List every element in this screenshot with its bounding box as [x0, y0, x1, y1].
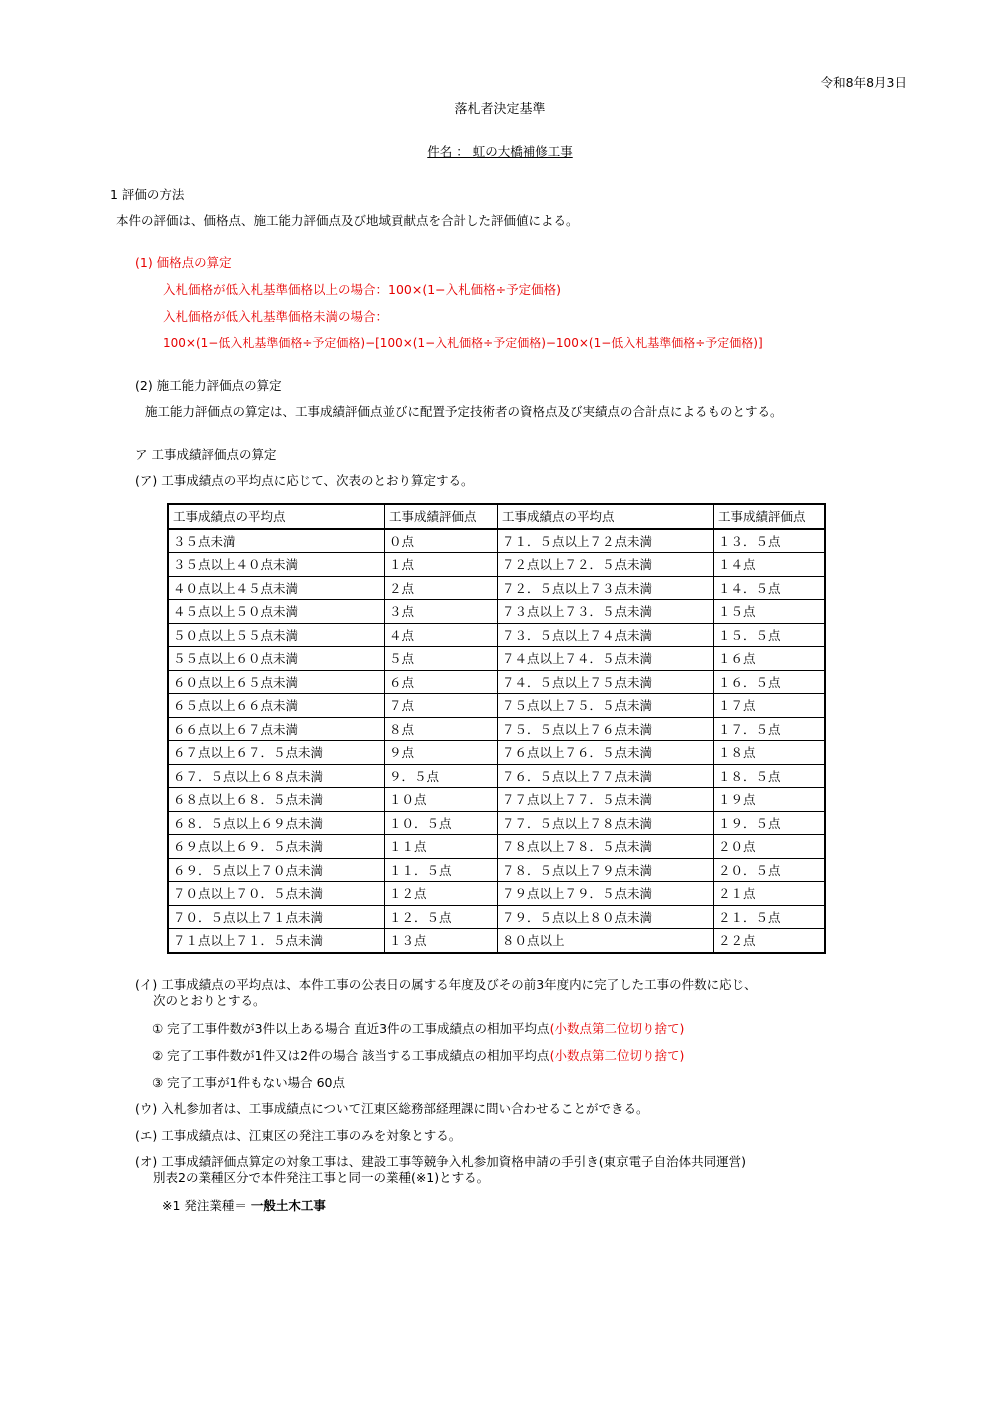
- table-cell: １３．５点: [714, 529, 826, 553]
- table-cell: ７３点以上７３．５点未満: [498, 600, 714, 624]
- section1-heading: 1 評価の方法: [110, 187, 185, 202]
- table-cell: １０．５点: [385, 811, 498, 835]
- table-cell: １０点: [385, 788, 498, 812]
- item-o-line1: (オ) 工事成績評価点算定の対象工事は、建設工事等競争入札参加資格申請の手引き(東京電子自治体共同運営): [135, 1154, 746, 1169]
- table-cell: １４点: [714, 553, 826, 577]
- item-i-line2: 次のとおりとする。: [153, 993, 266, 1008]
- table-cell: ７６点以上７６．５点未満: [498, 741, 714, 765]
- table-cell: ７８点以上７８．５点未満: [498, 835, 714, 859]
- table-row: [168, 623, 825, 647]
- table-cell: ０点: [385, 529, 498, 553]
- table-cell: ７０点以上７０．５点未満: [168, 882, 385, 906]
- table-header-row: [168, 504, 825, 529]
- table-cell: ６８．５点以上６９点未満: [168, 811, 385, 835]
- table-cell: １６点: [714, 647, 826, 671]
- table-cell: ７６．５点以上７７点未満: [498, 764, 714, 788]
- item-u-text: (ウ) 入札参加者は、工事成績点について江東区総務部経理課に問い合わせることができる。: [135, 1101, 649, 1116]
- table-cell: ７０．５点以上７１点未満: [168, 905, 385, 929]
- table-cell: ２０点: [714, 835, 826, 859]
- condition-2-text: ② 完了工事件数が1件又は2件の場合 該当する工事成績点の相加平均点: [152, 1048, 550, 1063]
- table-cell: ６６点以上６７点未満: [168, 717, 385, 741]
- table-row: [168, 764, 825, 788]
- condition-3: ③ 完了工事が1件もない場合 60点: [152, 1075, 346, 1090]
- table-cell: ７８．５点以上７９点未満: [498, 858, 714, 882]
- table-cell: ７２点以上７２．５点未満: [498, 553, 714, 577]
- table-cell: ４点: [385, 623, 498, 647]
- condition-1-note: (小数点第二位切り捨て): [549, 1021, 685, 1036]
- table-cell: ７５点以上７５．５点未満: [498, 694, 714, 718]
- table-header: 工事成績評価点: [714, 504, 826, 529]
- table-row: [168, 717, 825, 741]
- table-cell: １９点: [714, 788, 826, 812]
- table-cell: ７４．５点以上７５点未満: [498, 670, 714, 694]
- table-cell: １８点: [714, 741, 826, 765]
- table-row: [168, 835, 825, 859]
- table-cell: ５０点以上５５点未満: [168, 623, 385, 647]
- table-cell: ６９点以上６９．５点未満: [168, 835, 385, 859]
- item-i-line1: (イ) 工事成績点の平均点は、本件工事の公表日の属する年度及びその前3年度内に完了した工事の件数に応じ、: [135, 977, 757, 992]
- table-cell: ２０．５点: [714, 858, 826, 882]
- document-title: 落札者決定基準: [454, 102, 546, 117]
- table-cell: ７５．５点以上７６点未満: [498, 717, 714, 741]
- table-cell: １８．５点: [714, 764, 826, 788]
- table-cell: ６５点以上６６点未満: [168, 694, 385, 718]
- item-a-text: (ア) 工事成績点の平均点に応じて、次表のとおり算定する。: [135, 473, 474, 488]
- table-cell: １６．５点: [714, 670, 826, 694]
- subject-line: 件名 ： 虹の大橋補修工事: [427, 144, 573, 159]
- condition-1: [152, 1019, 684, 1037]
- table-cell: ５点: [385, 647, 498, 671]
- table-cell: ７点: [385, 694, 498, 718]
- table-row: [168, 553, 825, 577]
- table-row: [168, 741, 825, 765]
- table-cell: １２．５点: [385, 905, 498, 929]
- table-row: [168, 882, 825, 906]
- table-cell: ７７．５点以上７８点未満: [498, 811, 714, 835]
- table-row: [168, 576, 825, 600]
- table-cell: ２２点: [714, 929, 826, 953]
- table-header: 工事成績評価点: [385, 504, 498, 529]
- table-cell: ９点: [385, 741, 498, 765]
- table-row: [168, 694, 825, 718]
- table-cell: １４．５点: [714, 576, 826, 600]
- capability-heading: (2) 施工能力評価点の算定: [135, 378, 282, 393]
- table-cell: ３点: [385, 600, 498, 624]
- table-cell: ６０点以上６５点未満: [168, 670, 385, 694]
- item-e-text: (エ) 工事成績点は、江東区の発注工事のみを対象とする。: [135, 1128, 462, 1143]
- document-date: 令和8年8月3日: [820, 75, 907, 90]
- condition-2-note: (小数点第二位切り捨て): [549, 1048, 685, 1063]
- table-cell: ７９点以上７９．５点未満: [498, 882, 714, 906]
- table-cell: ７２．５点以上７３点未満: [498, 576, 714, 600]
- table-row: [168, 905, 825, 929]
- table-cell: １１．５点: [385, 858, 498, 882]
- table-cell: ８０点以上: [498, 929, 714, 953]
- table-cell: ４５点以上５０点未満: [168, 600, 385, 624]
- table-header: 工事成績点の平均点: [168, 504, 385, 529]
- table-row: [168, 670, 825, 694]
- price-formula-2: 100×(1−低入札基準価格÷予定価格)−[100×(1−入札価格÷予定価格)−100×(1−低入札基準価格÷予定価格)]: [163, 336, 763, 350]
- table-cell: ６７点以上６７．５点未満: [168, 741, 385, 765]
- table-cell: ６９．５点以上７０点未満: [168, 858, 385, 882]
- sub-a-heading: ア 工事成績評価点の算定: [135, 447, 277, 462]
- table-row: [168, 600, 825, 624]
- table-cell: ４０点以上４５点未満: [168, 576, 385, 600]
- table-cell: ６点: [385, 670, 498, 694]
- table-cell: ５５点以上６０点未満: [168, 647, 385, 671]
- table-row: [168, 788, 825, 812]
- table-cell: １７．５点: [714, 717, 826, 741]
- footnote-label: ※1 発注業種＝: [162, 1198, 247, 1213]
- table-cell: ２点: [385, 576, 498, 600]
- table-cell: ７７点以上７７．５点未満: [498, 788, 714, 812]
- table-cell: ７１．５点以上７２点未満: [498, 529, 714, 553]
- price-formula-1: 入札価格が低入札基準価格以上の場合：100×(1−入札価格÷予定価格): [163, 282, 561, 297]
- score-table: [167, 503, 826, 954]
- condition-2: [152, 1046, 684, 1064]
- table-row: [168, 929, 825, 953]
- table-cell: １３点: [385, 929, 498, 953]
- table-cell: ６７．５点以上６８点未満: [168, 764, 385, 788]
- table-row: [168, 858, 825, 882]
- table-cell: ７４点以上７４．５点未満: [498, 647, 714, 671]
- table-cell: １７点: [714, 694, 826, 718]
- footnote: [162, 1196, 326, 1214]
- price-formula-2-label: 入札価格が低入札基準価格未満の場合：: [163, 309, 389, 324]
- table-cell: １２点: [385, 882, 498, 906]
- table-cell: ２１点: [714, 882, 826, 906]
- table-cell: ７３．５点以上７４点未満: [498, 623, 714, 647]
- table-cell: ３５点以上４０点未満: [168, 553, 385, 577]
- table-cell: ２１．５点: [714, 905, 826, 929]
- table-row: [168, 811, 825, 835]
- table-cell: ９．５点: [385, 764, 498, 788]
- table-cell: １９．５点: [714, 811, 826, 835]
- footnote-value: 一般土木工事: [250, 1198, 326, 1213]
- table-header: 工事成績点の平均点: [498, 504, 714, 529]
- item-o-line2: 別表2の業種区分で本件発注工事と同一の業種(※1)とする。: [153, 1170, 490, 1185]
- table-cell: ８点: [385, 717, 498, 741]
- table-row: [168, 647, 825, 671]
- price-heading: (1) 価格点の算定: [135, 255, 232, 270]
- table-row: [168, 529, 825, 553]
- table-cell: ７１点以上７１．５点未満: [168, 929, 385, 953]
- table-cell: ７９．５点以上８０点未満: [498, 905, 714, 929]
- capability-text: 施工能力評価点の算定は、工事成績評価点並びに配置予定技術者の資格点及び実績点の合計点によるものとする。: [145, 404, 783, 419]
- table-cell: ６８点以上６８．５点未満: [168, 788, 385, 812]
- condition-1-text: ① 完了工事件数が3件以上ある場合 直近3件の工事成績点の相加平均点: [152, 1021, 550, 1036]
- section1-intro: 本件の評価は、価格点、施工能力評価点及び地域貢献点を合計した評価値による。: [116, 213, 579, 228]
- table-cell: １５点: [714, 600, 826, 624]
- table-cell: １１点: [385, 835, 498, 859]
- table-cell: １５．５点: [714, 623, 826, 647]
- table-cell: １点: [385, 553, 498, 577]
- table-cell: ３５点未満: [168, 529, 385, 553]
